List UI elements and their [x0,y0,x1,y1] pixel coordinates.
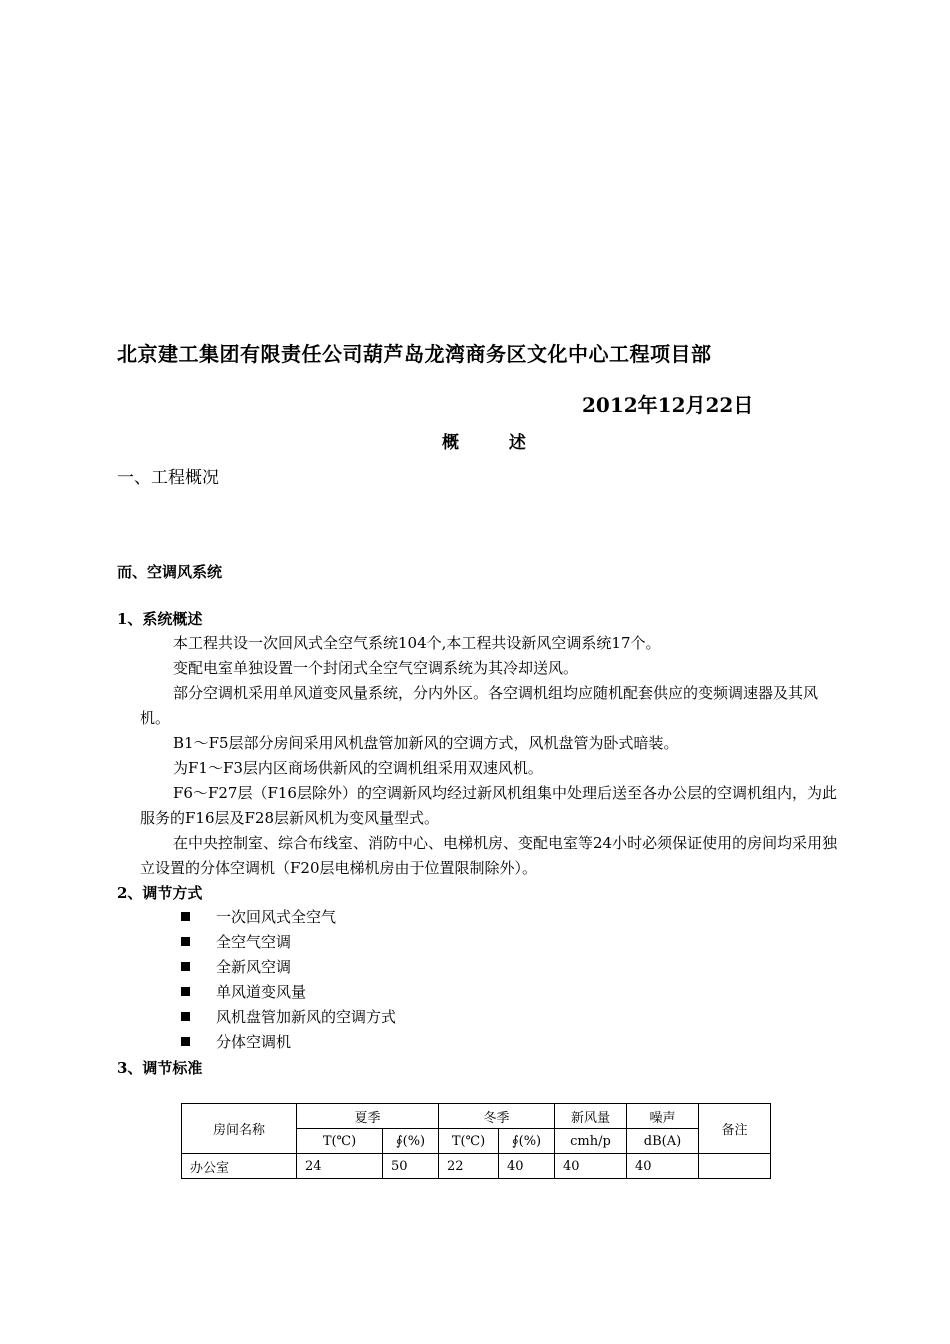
square-bullet-icon [181,912,190,921]
standards-table [181,1103,771,1179]
header-noise-unit: dB(A) [627,1129,699,1154]
header-winter-humidity: ∮(%) [499,1129,555,1154]
square-bullet-icon [181,962,190,971]
header-winter: 冬季 [439,1104,555,1129]
header-room-name: 房间名称 [182,1104,297,1154]
header-noise: 噪声 [627,1104,699,1129]
paragraph: 本工程共设一次回风式全空气系统104个,本工程共设新风空调系统17个。 [173,634,661,652]
list-item: 分体空调机 [181,1031,291,1052]
cell-room-name: 办公室 [182,1154,297,1179]
paragraph: 变配电室单独设置一个封闭式全空气空调系统为其冷却送风。 [173,659,579,677]
cell-winter-humidity: 40 [499,1154,555,1179]
paragraph: 为F1～F3层内区商场供新风的空调机组采用双速风机。 [173,759,543,777]
cell-summer-humidity: 50 [383,1154,439,1179]
cell-remark [699,1154,771,1179]
header-fresh-unit: cmh/p [555,1129,627,1154]
subsection-heading-system-overview: 1、系统概述 [117,610,203,628]
paragraph: F6～F27层（F16层除外）的空调新风均经过新风机组集中处理后送至各办公层的空调机组内，为此服务的F16层及F28层新风机为变风量型式。 [140,784,837,827]
section-heading-air-system: 而、空调风系统 [117,563,223,581]
paragraph: 部分空调机采用单风道变风量系统，分内外区。各空调机组均应随机配套供应的变频调速器及其风机。 [140,684,819,727]
subsection-heading-adjust-method: 2、调节方式 [117,884,203,902]
header-summer: 夏季 [297,1104,439,1129]
organization-name: 北京建工集团有限责任公司葫芦岛龙湾商务区文化中心工程项目部 [117,342,712,366]
square-bullet-icon [181,937,190,946]
square-bullet-icon [181,987,190,996]
cell-summer-temp: 24 [297,1154,383,1179]
document-date: 2012年12月22日 [582,393,754,417]
subsection-heading-adjust-standard: 3、调节标准 [117,1059,203,1077]
list-item: 全空气空调 [181,931,291,952]
list-item: 全新风空调 [181,956,291,977]
cell-fresh-air: 40 [555,1154,627,1179]
header-summer-temp: T(℃) [297,1129,383,1154]
square-bullet-icon [181,1012,190,1021]
header-remark: 备注 [699,1104,771,1154]
list-item: 一次回风式全空气 [181,906,336,927]
list-item: 单风道变风量 [181,981,306,1002]
section-heading-overview: 一、工程概况 [117,468,219,488]
table-row [182,1154,771,1179]
header-fresh-air: 新风量 [555,1104,627,1129]
header-summer-humidity: ∮(%) [383,1129,439,1154]
header-winter-temp: T(℃) [439,1129,499,1154]
paragraph: B1～F5层部分房间采用风机盘管加新风的空调方式，风机盘管为卧式暗装。 [173,734,679,752]
square-bullet-icon [181,1037,190,1046]
cell-noise: 40 [627,1154,699,1179]
paragraph: 在中央控制室、综合布线室、消防中心、电梯机房、变配电室等24小时必须保证使用的房间均采用独立设置的分体空调机（F20层电梯机房由于位置限制除外）。 [140,834,838,877]
cell-winter-temp: 22 [439,1154,499,1179]
document-title: 概 述 [442,433,548,453]
list-item: 风机盘管加新风的空调方式 [181,1006,396,1027]
